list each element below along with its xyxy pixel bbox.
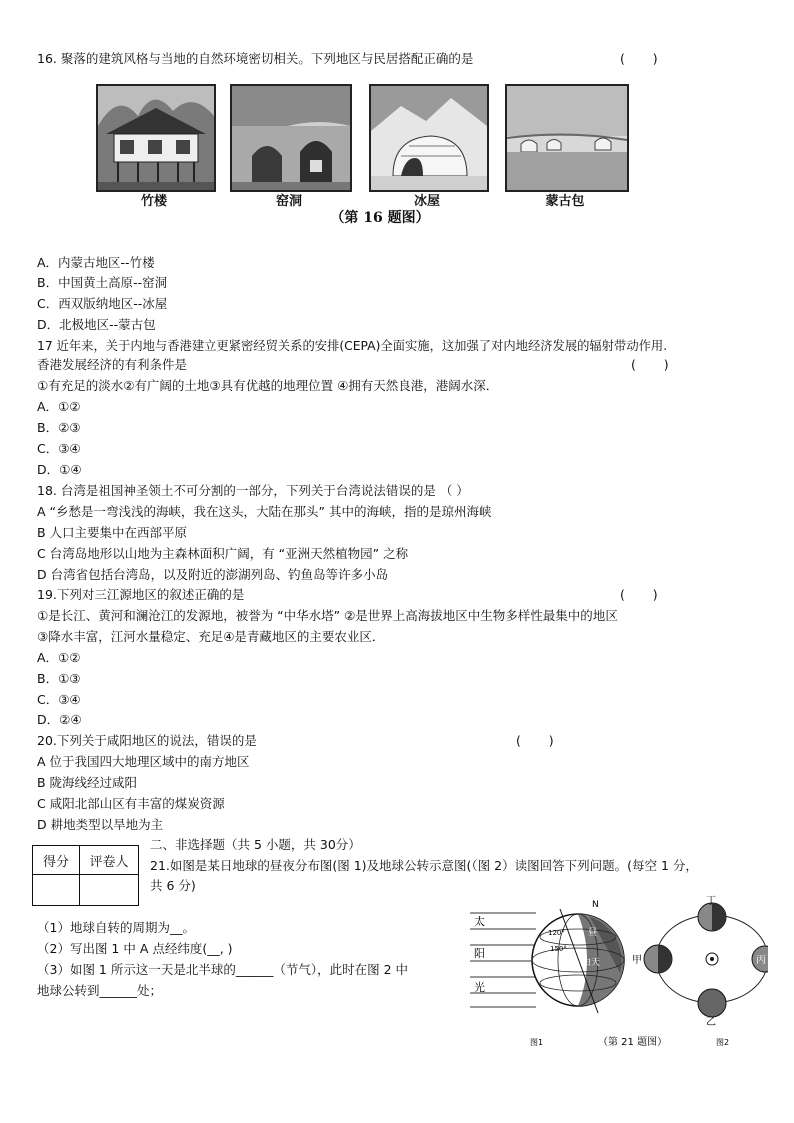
caption-bamboo-house: 竹楼 [140, 194, 167, 209]
fig1-daytime-label: 白天 [582, 958, 601, 968]
q21-figure [468, 895, 768, 1050]
photo-bamboo-house [96, 84, 216, 192]
score-label: 得分 [33, 846, 80, 875]
caption-igloo: 冰屋 [413, 194, 440, 209]
q21-stem: 21.如图是某日地球的昼夜分布图(图 1)及地球公转示意图(（图 2）读图回答下列问题。(每空 1 分， [150, 858, 698, 873]
q21-sub1[interactable]: （1）地球自转的周期为__。 [37, 920, 195, 935]
fig2-label: 图2 [716, 1038, 730, 1047]
q17-answer-paren[interactable]: ( ) [631, 357, 669, 372]
q17-option-c[interactable]: C．③④ [37, 441, 81, 456]
fig1-label: 图1 [530, 1038, 544, 1047]
position-ding: 丁 [706, 896, 716, 907]
sun-label-3: 光 [474, 981, 485, 994]
q19-stem: 19.下列对三江源地区的叙述正确的是 [37, 587, 245, 602]
q16-option-a[interactable]: A．内蒙古地区--竹楼 [37, 255, 155, 270]
q17-option-d[interactable]: D．①④ [37, 462, 82, 477]
fig1-lon-label-2: 150° [550, 945, 567, 953]
fig1-lon-label-1: 120° [548, 929, 565, 937]
position-yi: 乙 [706, 1017, 716, 1028]
q21-stem-cont: 共 6 分) [150, 878, 196, 893]
north-label: N [592, 900, 599, 910]
position-bing: 丙 [756, 955, 766, 966]
fig21-title: （第 21 题图） [598, 1037, 668, 1048]
q20-option-b[interactable]: B 陇海线经过咸阳 [37, 775, 138, 790]
q19-option-a[interactable]: A．①② [37, 650, 81, 665]
q18-stem: 18. 台湾是祖国神圣领土不可分割的一部分，下列关于台湾说法错误的是 （ ） [37, 483, 469, 498]
section2-title: 二、非选择题（共 5 小题，共 30分） [150, 837, 361, 852]
q16-option-d[interactable]: D．北极地区--蒙古包 [37, 317, 156, 332]
q16-figure-title: （第 16 题图） [330, 210, 430, 226]
q18-option-a[interactable]: A “乡愁是一弯浅浅的海峡，我在这头，大陆在那头” 其中的海峡，指的是琼州海峡 [37, 504, 492, 519]
q19-option-c[interactable]: C．③④ [37, 692, 81, 707]
grader-label: 评卷人 [80, 846, 139, 875]
q17-stem: 17 近年来，关于内地与香港建立更紧密经贸关系的安排(CEPA)全面实施，这加强了对内地经济发展的辐射带动作用. [37, 339, 668, 353]
grader-cell[interactable] [80, 875, 139, 906]
q20-option-d[interactable]: D 耕地类型以旱地为主 [37, 817, 164, 832]
q21-sub2[interactable]: （2）写出图 1 中 A 点经纬度(__, ) [37, 941, 233, 956]
q18-option-d[interactable]: D 台湾省包括台湾岛，以及附近的澎湖列岛、钓鱼岛等许多小岛 [37, 567, 389, 582]
q20-stem: 20.下列关于咸阳地区的说法，错误的是 [37, 733, 257, 748]
q20-option-a[interactable]: A 位于我国四大地理区域中的南方地区 [37, 754, 250, 769]
q16-option-b[interactable]: B．中国黄土高原--窑洞 [37, 275, 168, 290]
q16-stem: 16. 聚落的建筑风格与当地的自然环境密切相关。下列地区与民居搭配正确的是 [37, 51, 474, 66]
q19-statements-2: ③降水丰富，江河水量稳定、充足④是青藏地区的主要农业区． [37, 629, 385, 644]
q17-stem-cont: 香港发展经济的有利条件是 [37, 357, 188, 372]
q20-option-c[interactable]: C 咸阳北部山区有丰富的煤炭资源 [37, 796, 225, 811]
score-table [32, 845, 139, 906]
q21-sub3-cont[interactable]: 地球公转到______处； [37, 983, 163, 998]
q18-option-b[interactable]: B 人口主要集中在西部平原 [37, 525, 188, 540]
fig1-day-label: 昼 [588, 928, 598, 938]
photo-igloo [369, 84, 489, 192]
score-cell[interactable] [33, 875, 80, 906]
q18-option-c[interactable]: C 台湾岛地形以山地为主森林面积广阔，有 “亚洲天然植物园” 之称 [37, 546, 409, 561]
q16-answer-paren[interactable]: ( ) [620, 51, 658, 66]
q19-option-b[interactable]: B．①③ [37, 671, 81, 686]
q17-statements: ①有充足的淡水②有广阔的土地③具有优越的地理位置 ④拥有天然良港，港阔水深． [37, 378, 499, 393]
q19-answer-paren[interactable]: ( ) [620, 587, 658, 602]
q20-answer-paren[interactable]: ( ) [516, 733, 554, 748]
q21-sub3[interactable]: （3）如图 1 所示这一天是北半球的______（节气），此时在图 2 中 [37, 962, 409, 977]
photo-yurt [505, 84, 629, 192]
photo-cave-dwelling [230, 84, 352, 192]
caption-yurt: 蒙古包 [545, 194, 585, 209]
fig2-revolution-diagram [632, 895, 768, 1028]
q17-option-a[interactable]: A．①② [37, 399, 81, 414]
q16-option-c[interactable]: C．西双版纳地区--冰屋 [37, 296, 168, 311]
q19-option-d[interactable]: D．②④ [37, 712, 82, 727]
fig1-day-night-diagram [470, 900, 624, 1013]
sun-label-1: 太 [474, 915, 485, 928]
q17-option-b[interactable]: B．②③ [37, 420, 81, 435]
q19-statements-1: ①是长江、黄河和澜沧江的发源地，被誉为 “中华水塔” ②是世界上高海拔地区中生物多样性最集中的地区 [37, 608, 618, 623]
sun-label-2: 阳 [474, 947, 485, 960]
caption-cave-dwelling: 窑洞 [275, 194, 302, 209]
position-jia: 甲 [632, 955, 642, 966]
